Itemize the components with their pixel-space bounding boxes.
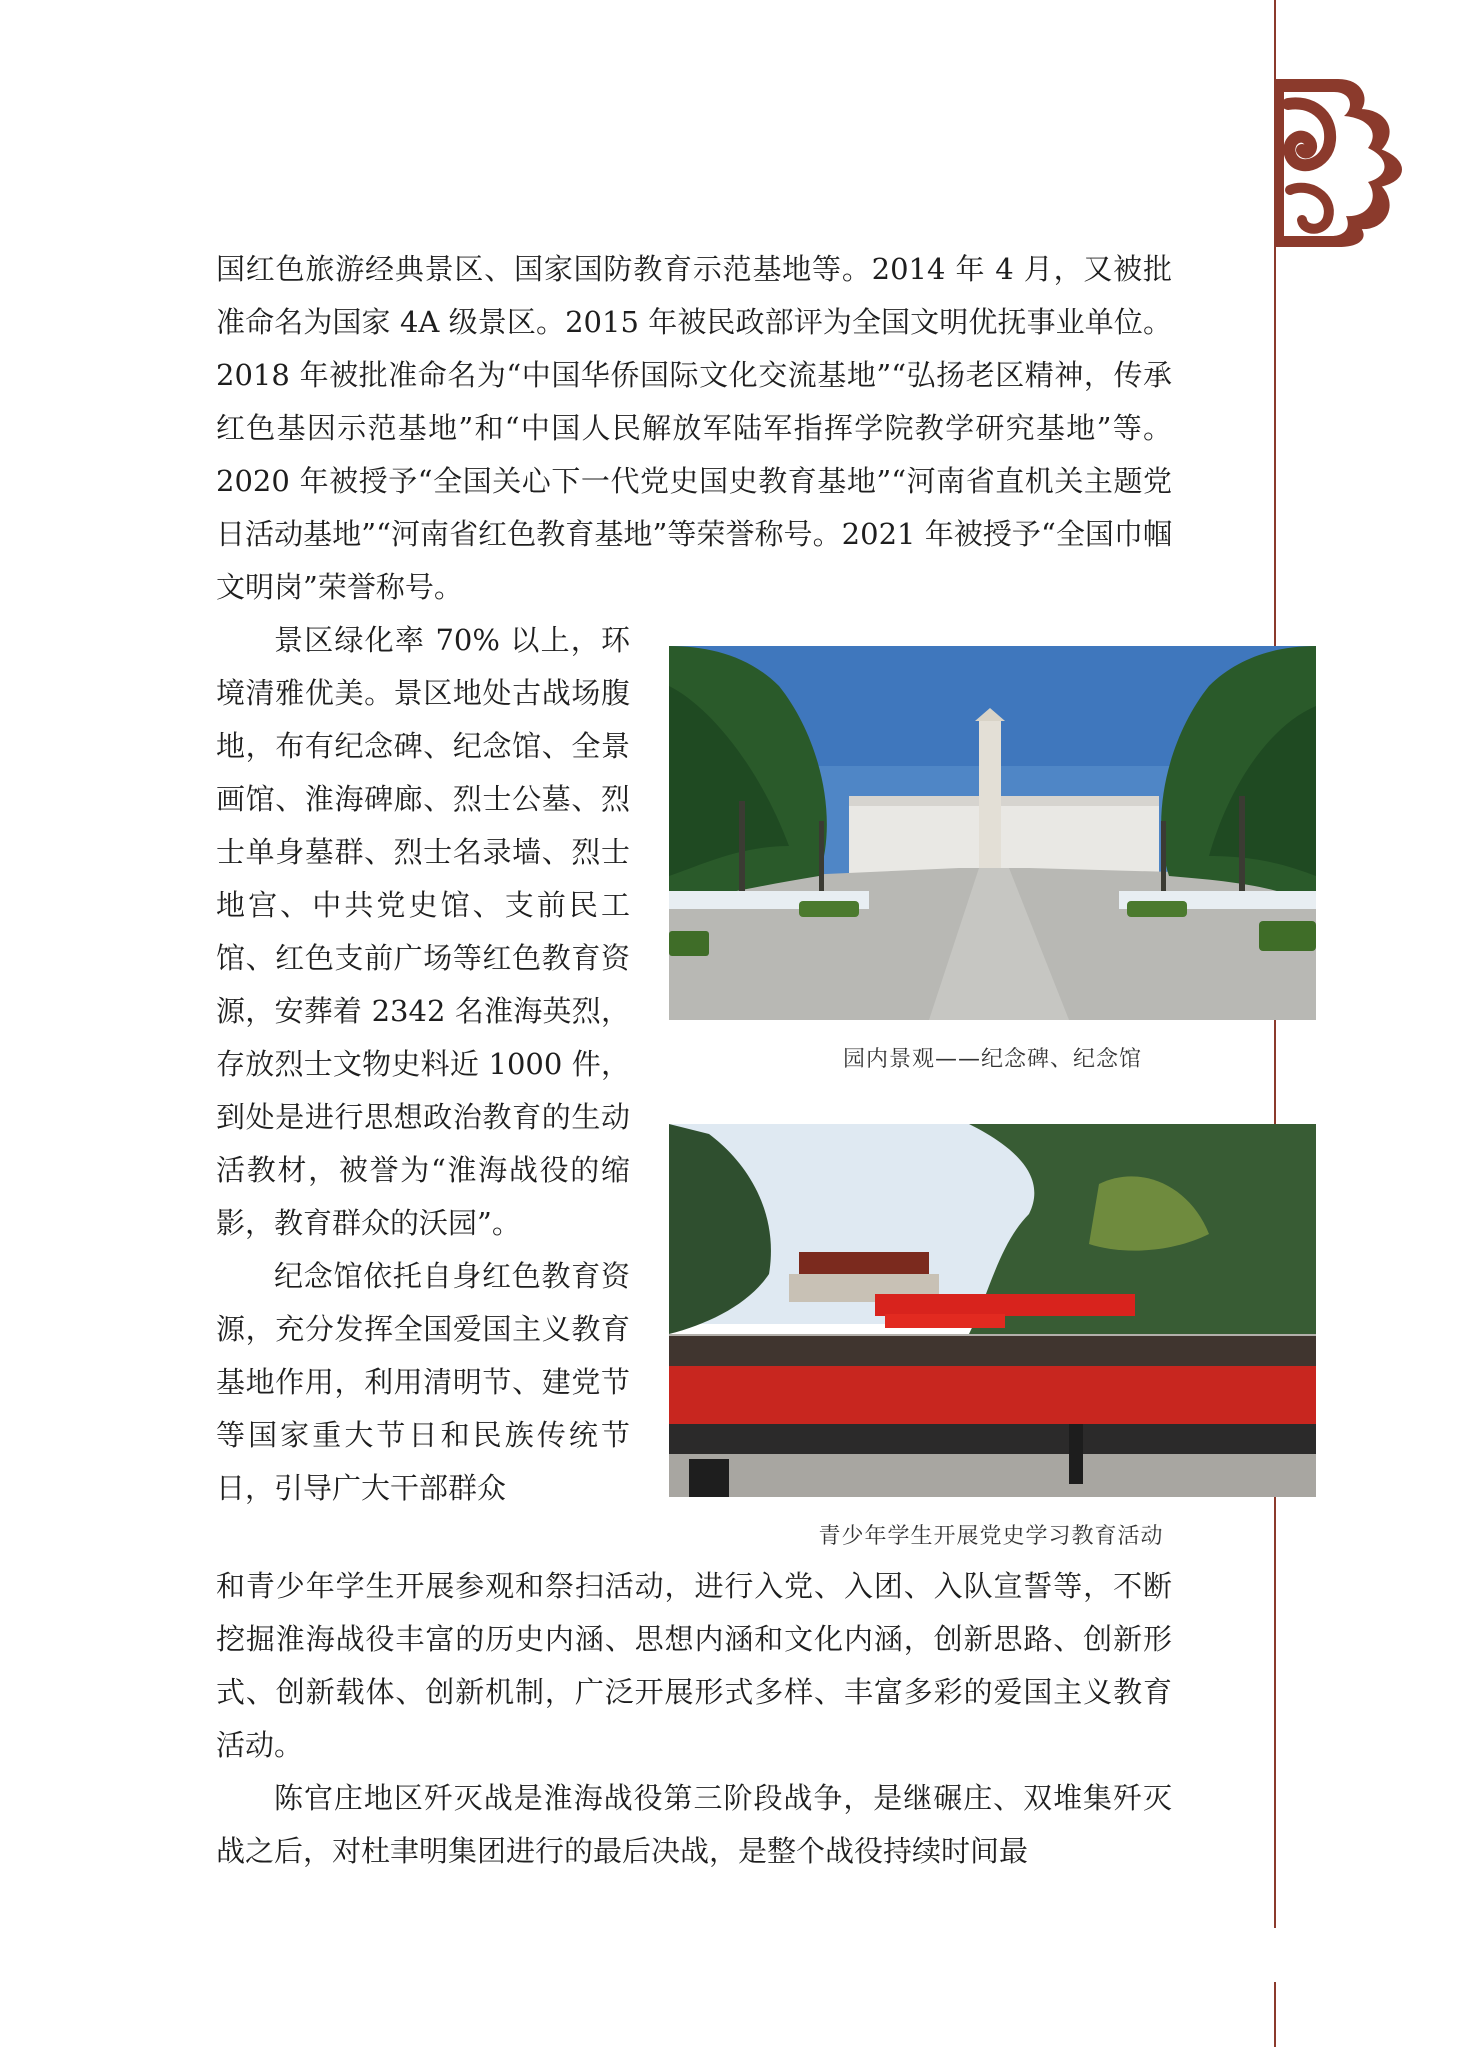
paragraph-activities (216, 1560, 1172, 1878)
paragraph-scenery (216, 614, 630, 1515)
photo-memorial (669, 646, 1316, 1020)
paragraph-intro (216, 243, 1172, 614)
paragraph-battle-text: 陈官庄地区歼灭战是淮海战役第三阶段战争，是继碾庄、双堆集歼灭战之后，对杜聿明集团进行的最后决战，是整个战役持续时间最 (216, 1781, 1172, 1868)
photo-students-caption: 青少年学生开展党史学习教育活动 (818, 1524, 1164, 1549)
paragraph-scenery-text: 景区绿化率 70% 以上，环境清雅优美。景区地处古战场腹地，布有纪念碑、纪念馆、全景画馆、淮海碑廊、烈士公墓、烈士单身墓群、烈士名录墙、烈士地宫、中共党史馆、支前民工馆、红色支前广场等红色教育资源，安葬着 2342 名淮海英烈，存放烈士文物史料近 1000 件，到处是进行思想政治教育的生动活教材，被誉为“淮海战役的缩影，教育群众的沃园”。 (216, 623, 630, 1240)
photo-memorial-caption: 园内景观——纪念碑、纪念馆 (842, 1047, 1142, 1072)
paragraph-memorial-text: 纪念馆依托自身红色教育资源，充分发挥全国爱国主义教育基地作用，利用清明节、建党节等国家重大节日和民族传统节日，引导广大干部群众 (216, 1259, 630, 1505)
paragraph-activities-text: 和青少年学生开展参观和祭扫活动，进行入党、入团、入队宣誓等，不断挖掘淮海战役丰富的历史内涵、思想内涵和文化内涵，创新思路、创新形式、创新载体、创新机制，广泛开展形式多样、丰富多彩的爱国主义教育活动。 (216, 1569, 1172, 1762)
margin-tick (1274, 1982, 1276, 2047)
photo-students (669, 1124, 1316, 1497)
cloud-scroll-icon (1268, 70, 1408, 250)
paragraph-intro-text: 国红色旅游经典景区、国家国防教育示范基地等。2014 年 4 月，又被批准命名为国家 4A 级景区。2015 年被民政部评为全国文明优抚事业单位。2018 年被批准命名为“中国华侨国际文化交流基地”“弘扬老区精神，传承红色基因示范基地”和“中国人民解放军陆军指挥学院教学研究基地”等。2020 年被授予“全国关心下一代党史国史教育基地”“河南省直机关主题党日活动基地”“河南省红色教育基地”等荣誉称号。2021 年被授予“全国巾帼文明岗”荣誉称号。 (216, 252, 1172, 604)
